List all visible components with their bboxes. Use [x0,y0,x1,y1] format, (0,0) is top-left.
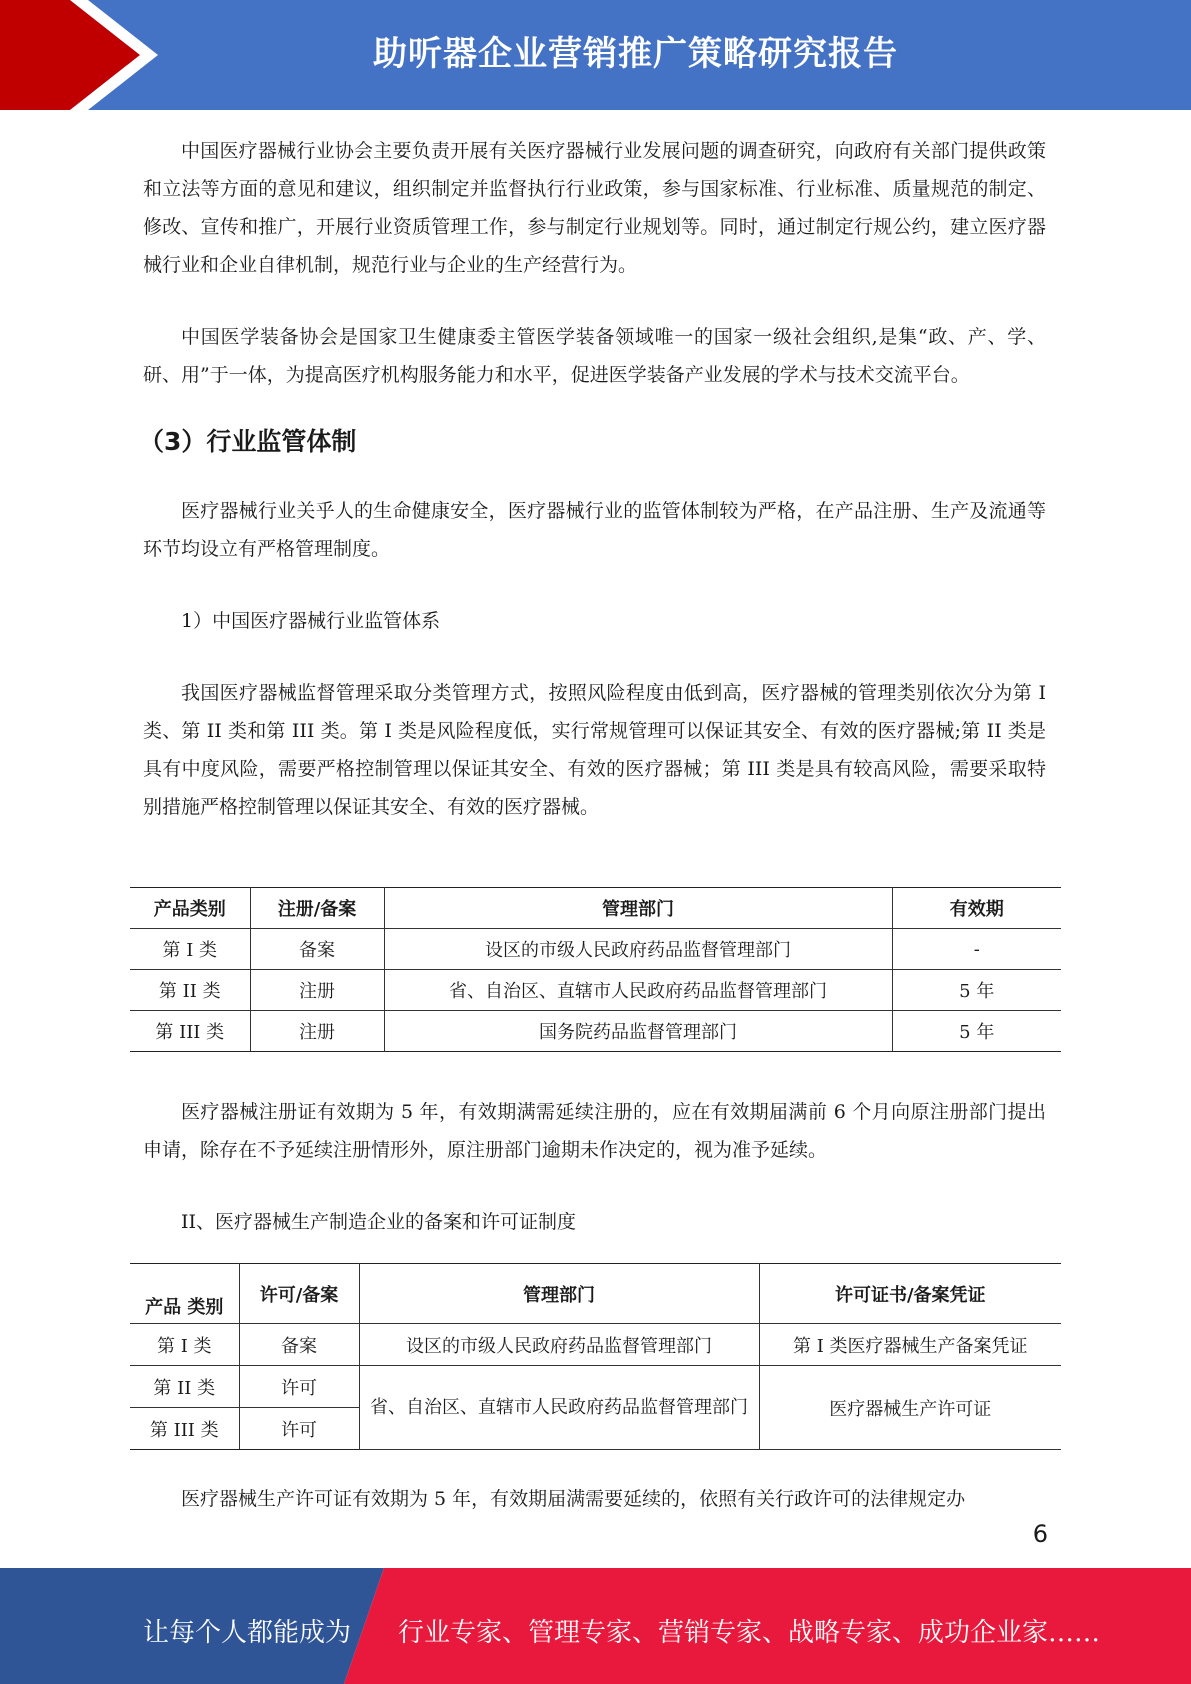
table-header-cell: 注册/备案 [250,888,384,929]
table-row [130,1366,1061,1408]
page-content-3 [143,1480,1046,1518]
page-content-2 [143,1093,1046,1241]
section-heading: （3）行业监管体制 [139,427,357,456]
header-banner [0,0,1191,110]
paragraph-3: 医疗器械行业关乎人的生命健康安全，医疗器械行业的监管体制较为严格，在产品注册、生产及流通等环节均设立有严格管理制度。 [143,500,1046,560]
footer-banner [0,1568,1191,1684]
table-cell: 省、自治区、直辖市人民政府药品监督管理部门 [384,970,892,1011]
paragraph-4: 我国医疗器械监督管理采取分类管理方式，按照风险程度由低到高，医疗器械的管理类别依次分为第 I 类、第 II 类和第 III 类。第 I 类是风险程度低，实行常规管理可以保证其安全、有效的医疗器械;第 II 类是具有中度风险，需要严格控制管理以保证其安全、有效的医疗器械；第 III 类是具有较高风险，需要采取特别措施严格控制管理以保证其安全、有效的医疗器械。 [143,682,1046,818]
paragraph-5: 医疗器械注册证有效期为 5 年，有效期满需延续注册的，应在有效期届满前 6 个月向原注册部门提出申请，除存在不予延续注册情形外，原注册部门逾期未作决定的，视为准予延续。 [143,1101,1046,1161]
table-header-cell: 管理部门 [384,888,892,929]
table-cell: 许可 [239,1366,359,1408]
paragraph-1: 中国医疗器械行业协会主要负责开展有关医疗器械行业发展问题的调查研究，向政府有关部门提供政策和立法等方面的意见和建议，组织制定并监督执行行业政策，参与国家标准、行业标准、质量规范的制定、修改、宣传和推广，开展行业资质管理工作，参与制定行业规划等。同时，通过制定行规公约，建立医疗器械行业和企业自律机制，规范行业与企业的生产经营行为。 [143,140,1046,276]
table-cell: 第 I 类 [130,929,250,970]
registration-table [130,887,1061,1052]
license-table [130,1263,1061,1450]
table-row [130,1324,1061,1366]
table-cell: 5 年 [892,970,1061,1011]
table-cell: 5 年 [892,1011,1061,1052]
table-cell: 注册 [250,1011,384,1052]
table-cell: 第 II 类 [130,970,250,1011]
page-content [139,132,1046,826]
table-cell: 第 I 类医疗器械生产备案凭证 [759,1324,1061,1366]
table-cell: - [892,929,1061,970]
table-header-row [130,888,1061,929]
paragraph-6: 医疗器械生产许可证有效期为 5 年，有效期届满需要延续的，依照有关行政许可的法律规定办 [181,1488,966,1510]
subheading-2: II、医疗器械生产制造企业的备案和许可证制度 [181,1211,577,1233]
table-header-cell: 许可/备案 [239,1264,359,1324]
table-cell: 省、自治区、直辖市人民政府药品监督管理部门 [359,1366,759,1450]
table-header-row [130,1264,1061,1324]
table-cell: 备案 [239,1324,359,1366]
table-cell: 第 II 类 [130,1366,239,1408]
table-cell: 第 III 类 [130,1408,239,1450]
table-cell: 许可 [239,1408,359,1450]
paragraph-2: 中国医学装备协会是国家卫生健康委主管医学装备领域唯一的国家一级社会组织,是集“政、产、学、研、用”于一体，为提高医疗机构服务能力和水平，促进医学装备产业发展的学术与技术交流平台。 [143,326,1046,386]
table-cell: 设区的市级人民政府药品监督管理部门 [359,1324,759,1366]
footer-slogan-left: 让每个人都能成为 [143,1618,352,1648]
table-row [130,929,1061,970]
table-header-cell: 产品 类别 [130,1264,239,1324]
table-row [130,970,1061,1011]
table-cell: 备案 [250,929,384,970]
footer-slogan-right: 行业专家、管理专家、营销专家、战略专家、成功企业家…… [398,1618,1101,1648]
table-cell: 设区的市级人民政府药品监督管理部门 [384,929,892,970]
subheading-1: 1）中国医疗器械行业监管体系 [181,610,441,632]
table-header-cell: 产品类别 [130,888,250,929]
table-cell: 第 I 类 [130,1324,239,1366]
page-number: 6 [1032,1520,1048,1548]
table-header-cell: 有效期 [892,888,1061,929]
table-row [130,1011,1061,1052]
table-cell: 注册 [250,970,384,1011]
table-cell: 医疗器械生产许可证 [759,1366,1061,1450]
report-title: 助听器企业营销推广策略研究报告 [373,34,898,74]
table-cell: 第 III 类 [130,1011,250,1052]
table-header-cell: 许可证书/备案凭证 [759,1264,1061,1324]
table-cell: 国务院药品监督管理部门 [384,1011,892,1052]
table-header-cell: 管理部门 [359,1264,759,1324]
